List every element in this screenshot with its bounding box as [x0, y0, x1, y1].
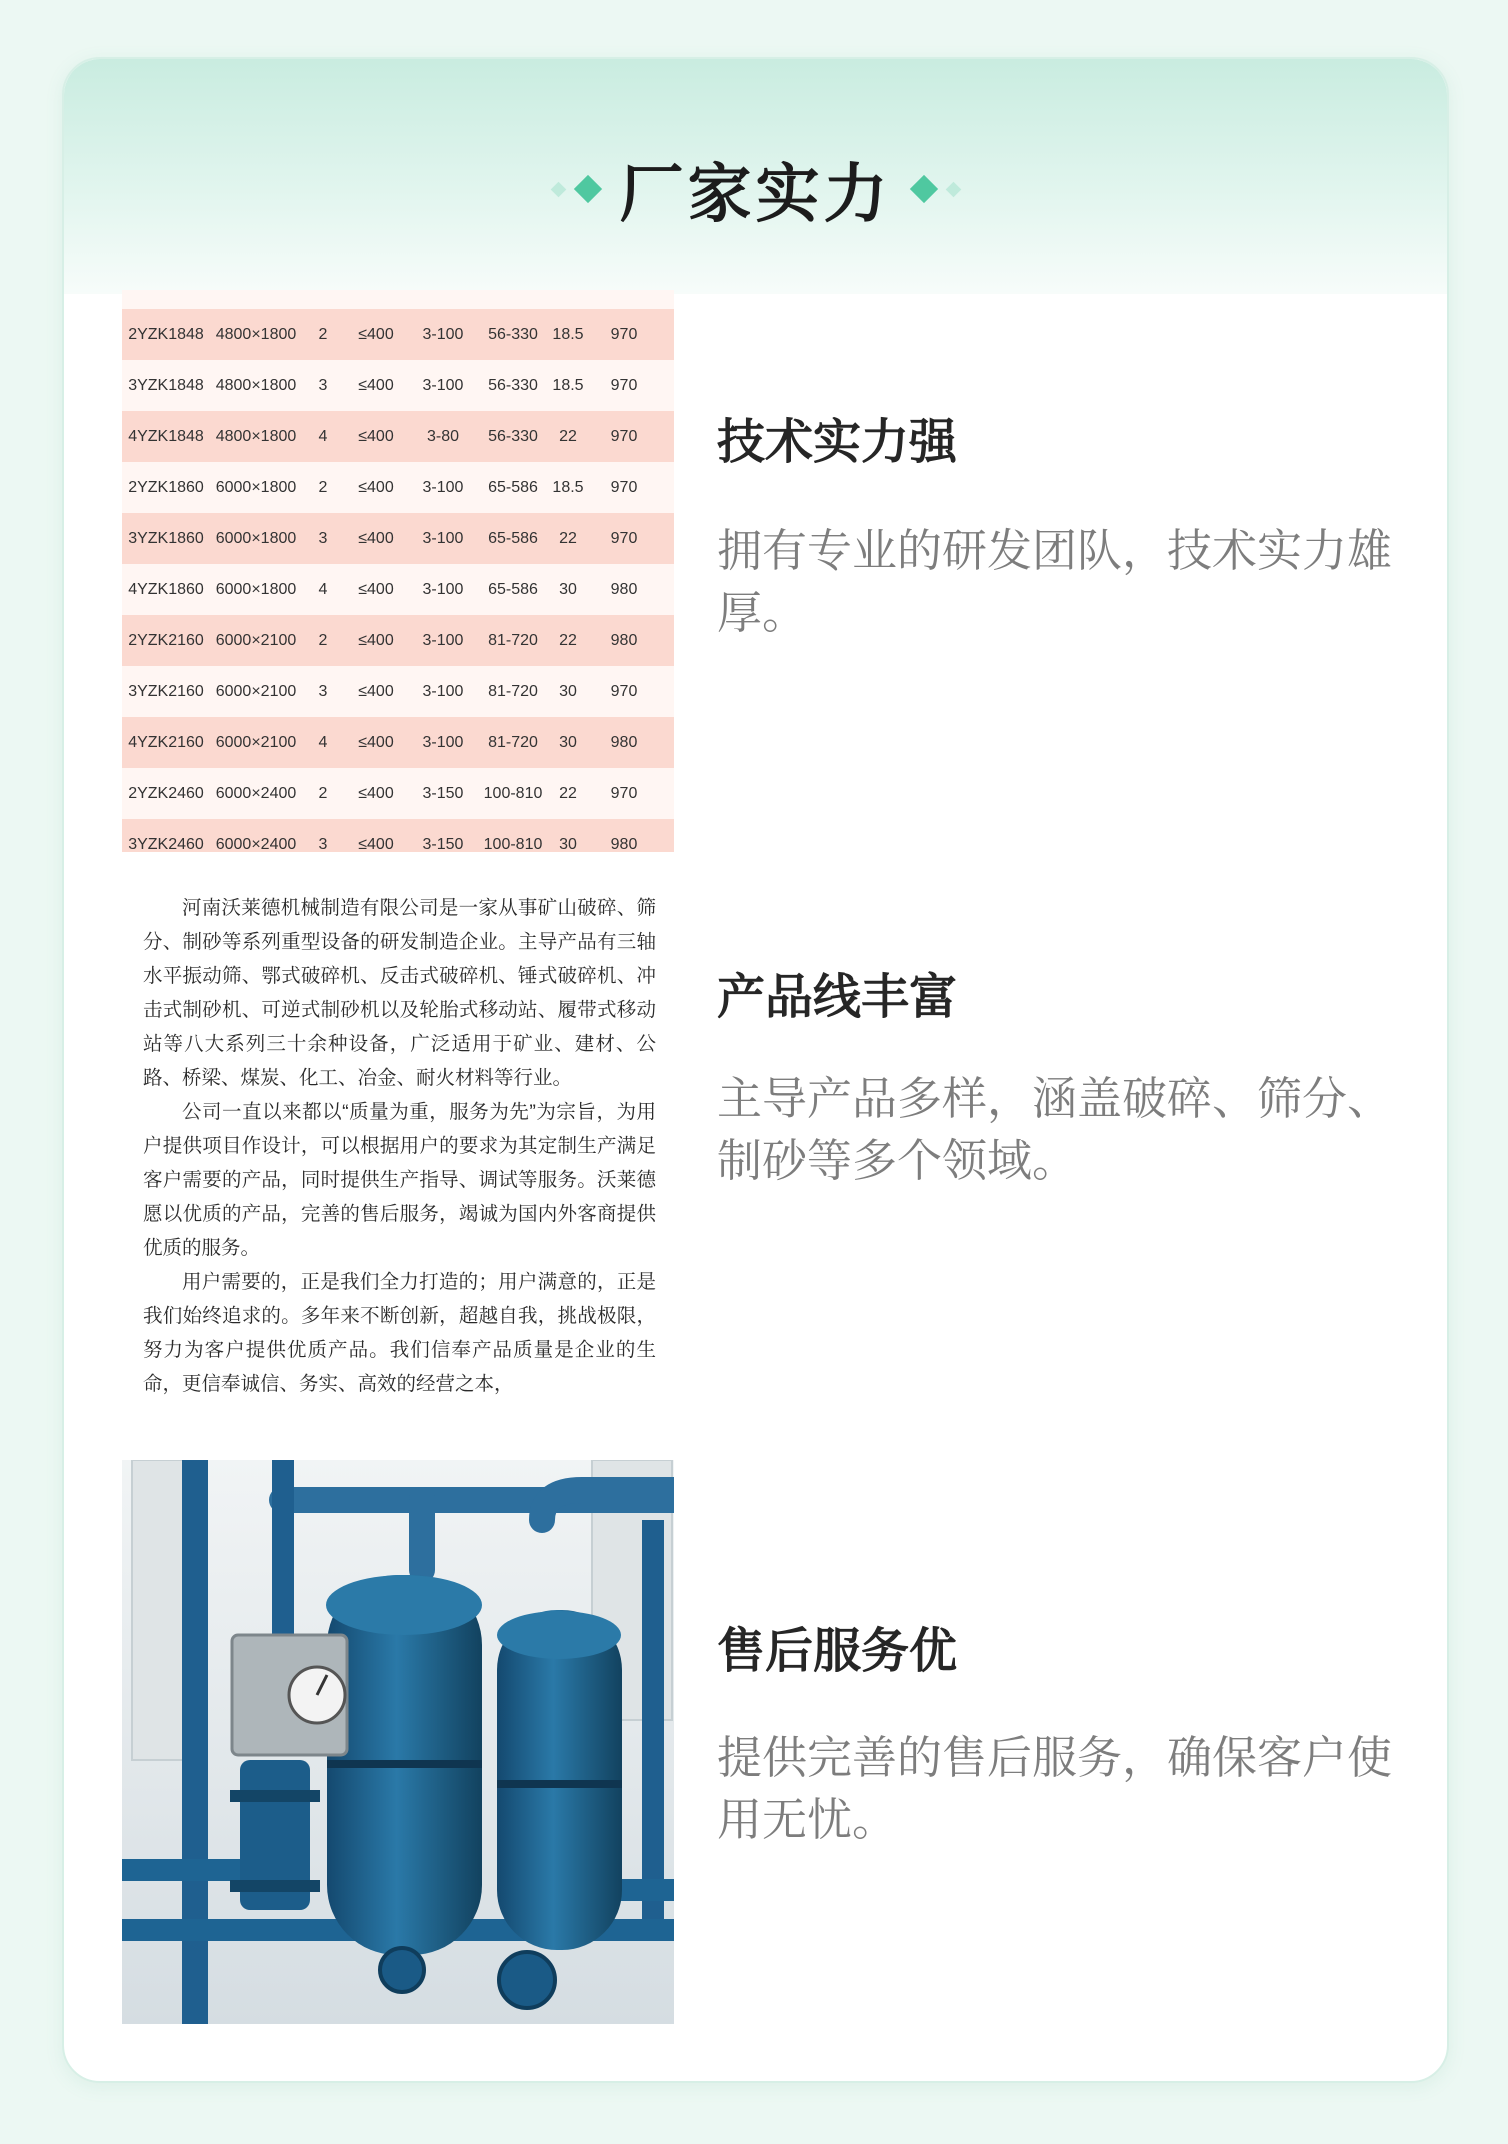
- spec-table-cell: 970: [610, 682, 638, 700]
- spec-table-row: [122, 768, 674, 819]
- feature-desc-service: 提供完善的售后服务，确保客户使用无忧。: [717, 1731, 1393, 1846]
- spec-table-cell: 4800×1800: [215, 427, 297, 445]
- spec-table-cell: ≤400: [358, 784, 394, 802]
- title-row: [64, 139, 1447, 239]
- intro-paragraph-2: 公司一直以来都以“质量为重，服务为先”为宗旨，为用户提供项目作设计，可以根据用户的要求为其定制生产满足客户需要的产品，同时提供生产指导、调试等服务。沃莱德愿以优质的产品，完善的售后服务，竭诚为国内外客商提供优质的服务。: [143, 1101, 656, 1259]
- spec-table-cell: 6000×1800: [215, 580, 297, 598]
- spec-table-cell: ≤400: [358, 631, 394, 649]
- page-title: 厂家实力: [619, 158, 892, 232]
- spec-table-cell: 2YZK1860: [128, 478, 204, 496]
- spec-table-cell: 22: [559, 427, 577, 445]
- spec-table-cell: 3-100: [422, 580, 464, 598]
- spec-table-cell: 2: [318, 784, 328, 802]
- spec-table-cell: ≤400: [358, 835, 394, 852]
- filter-tanks-illustration: [122, 1460, 674, 2024]
- spec-table-cell: 970: [610, 529, 638, 547]
- spec-table-cell: 22: [559, 529, 577, 547]
- spec-table-cell: 65-586: [488, 580, 538, 598]
- spec-table-cell: 970: [610, 427, 638, 445]
- spec-table-cell: 4800×1800: [215, 376, 297, 394]
- spec-table-cell: 2: [318, 478, 328, 496]
- spec-table-row: [122, 819, 674, 852]
- spec-table-cell: ≤400: [358, 325, 394, 343]
- spec-table-cell: 3-150: [422, 784, 464, 802]
- spec-table-cell: ≤400: [358, 580, 394, 598]
- spec-table-cell: ≤400: [358, 376, 394, 394]
- spec-table-cell: 970: [610, 325, 638, 343]
- spec-table-row: [122, 411, 674, 462]
- equipment-photo: [122, 1460, 674, 2024]
- spec-table-cell: 22: [559, 784, 577, 802]
- spec-table-cell: 980: [610, 733, 638, 751]
- spec-table-cell: 30: [559, 682, 577, 700]
- spec-table-cell: 3YZK2160: [128, 682, 204, 700]
- spec-table-cell: 3: [318, 529, 328, 547]
- spec-table-cell: 56-330: [488, 427, 538, 445]
- spec-table-cell: 65-586: [488, 529, 538, 547]
- spec-table-cell: 6000×2400: [215, 784, 297, 802]
- spec-table-cell: 4: [318, 733, 328, 751]
- spec-table-cell: ≤400: [358, 529, 394, 547]
- spec-table-cell: 18.5: [552, 325, 584, 343]
- spec-table-cell: 3YZK2460: [128, 835, 204, 852]
- spec-table-cell: 970: [610, 478, 638, 496]
- spec-table-cell: 56-330: [488, 325, 538, 343]
- spec-table-cell: 30: [559, 733, 577, 751]
- spec-table-cell: 100-810: [483, 784, 543, 802]
- intro-paragraph-3: 用户需要的，正是我们全力打造的；用户满意的，正是我们始终追求的。多年来不断创新，超越自我，挑战极限，努力为客户提供优质产品。我们信奉产品质量是企业的生命，更信奉诚信、务实、高效的经营之本，: [143, 1271, 656, 1395]
- spec-table-cell: 2YZK2160: [128, 631, 204, 649]
- feature-title-service: 售后服务优: [717, 1623, 958, 1679]
- spec-table-cell: 6000×1800: [215, 529, 297, 547]
- spec-table-row: [122, 564, 674, 615]
- company-intro-image: [122, 885, 674, 1448]
- feature-title-products: 产品线丰富: [717, 969, 958, 1025]
- left-diamond-icon: [553, 179, 598, 199]
- spec-table-cell: 3: [318, 835, 328, 852]
- spec-table-cell: 980: [610, 631, 638, 649]
- spec-table-cell: 3YZK1860: [128, 529, 204, 547]
- spec-table-cell: 81-720: [488, 682, 538, 700]
- spec-table-row: [122, 462, 674, 513]
- spec-table-cell: 4YZK1848: [128, 427, 204, 445]
- feature-title-tech: 技术实力强: [717, 414, 958, 470]
- spec-table-row: [122, 615, 674, 666]
- spec-table-cell: 3-100: [422, 682, 464, 700]
- spec-table-cell: 81-720: [488, 733, 538, 751]
- spec-table-cell: 4YZK1860: [128, 580, 204, 598]
- spec-table-cell: 2: [318, 631, 328, 649]
- spec-table-row: [122, 360, 674, 411]
- spec-table-cell: 3: [318, 682, 328, 700]
- intro-paragraph-1: 河南沃莱德机械制造有限公司是一家从事矿山破碎、筛分、制砂等系列重型设备的研发制造企业。主导产品有三轴水平振动筛、鄂式破碎机、反击式破碎机、锤式破碎机、冲击式制砂机、可逆式制砂机以及轮胎式移动站、履带式移动站等八大系列三十余种设备，广泛适用于矿业、建材、公路、桥梁、煤炭、化工、冶金、耐火材料等行业。: [143, 897, 656, 1089]
- spec-table-cell: 30: [559, 580, 577, 598]
- spec-table-cell: 6000×2400: [215, 835, 297, 852]
- spec-table-row: [122, 309, 674, 360]
- spec-table-row: [122, 717, 674, 768]
- spec-table-cell: 65-586: [488, 478, 538, 496]
- spec-table-cell: 3-100: [422, 733, 464, 751]
- spec-table-cell: 980: [610, 580, 638, 598]
- spec-table-cell: 4YZK2160: [128, 733, 204, 751]
- spec-table-row: [122, 666, 674, 717]
- feature-desc-products: 主导产品多样，涵盖破碎、筛分、制砂等多个领域。: [717, 1072, 1393, 1187]
- spec-table-image: [122, 290, 674, 852]
- spec-table-cell: 6000×2100: [215, 682, 297, 700]
- spec-table-cell: 3-100: [422, 529, 464, 547]
- spec-table-cell: 3-100: [422, 478, 464, 496]
- spec-table-cell: 30: [559, 835, 577, 852]
- spec-table-cell: 2: [318, 325, 328, 343]
- spec-table-cell: 6000×1800: [215, 478, 297, 496]
- spec-table-cell: 100-810: [483, 835, 543, 852]
- spec-table-cell: ≤400: [358, 733, 394, 751]
- spec-table-cell: 3-80: [426, 427, 460, 445]
- spec-table-cell: 18.5: [552, 478, 584, 496]
- spec-table-cell: 3-100: [422, 376, 464, 394]
- spec-table-cell: 6000×2100: [215, 631, 297, 649]
- spec-table-cell: 56-330: [488, 376, 538, 394]
- spec-table-cell: 6000×2100: [215, 733, 297, 751]
- spec-table-cell: 3-100: [422, 325, 464, 343]
- spec-table-cell: 18.5: [552, 376, 584, 394]
- spec-table-cell: 3: [318, 376, 328, 394]
- spec-table-cell: 4800×1800: [215, 325, 297, 343]
- spec-table-cell: ≤400: [358, 478, 394, 496]
- spec-table-cell: 4: [318, 580, 328, 598]
- feature-desc-tech: 拥有专业的研发团队，技术实力雄厚。: [717, 524, 1393, 639]
- spec-table-row: [122, 513, 674, 564]
- right-diamond-icon: [914, 179, 959, 199]
- header-banner: [64, 59, 1447, 294]
- spec-table-cell: 81-720: [488, 631, 538, 649]
- spec-table-cell: 4: [318, 427, 328, 445]
- spec-table-cell: 2YZK2460: [128, 784, 204, 802]
- spec-table-cell: 980: [610, 835, 638, 852]
- spec-table-cell: 3-100: [422, 631, 464, 649]
- spec-table-cell: ≤400: [358, 427, 394, 445]
- spec-table-cell: 970: [610, 784, 638, 802]
- spec-table-cell: 2YZK1848: [128, 325, 204, 343]
- spec-table-cell: 22: [559, 631, 577, 649]
- spec-table-cell: 970: [610, 376, 638, 394]
- spec-table-cell: ≤400: [358, 682, 394, 700]
- spec-table-cell: 3-150: [422, 835, 464, 852]
- spec-table-cell: 3YZK1848: [128, 376, 204, 394]
